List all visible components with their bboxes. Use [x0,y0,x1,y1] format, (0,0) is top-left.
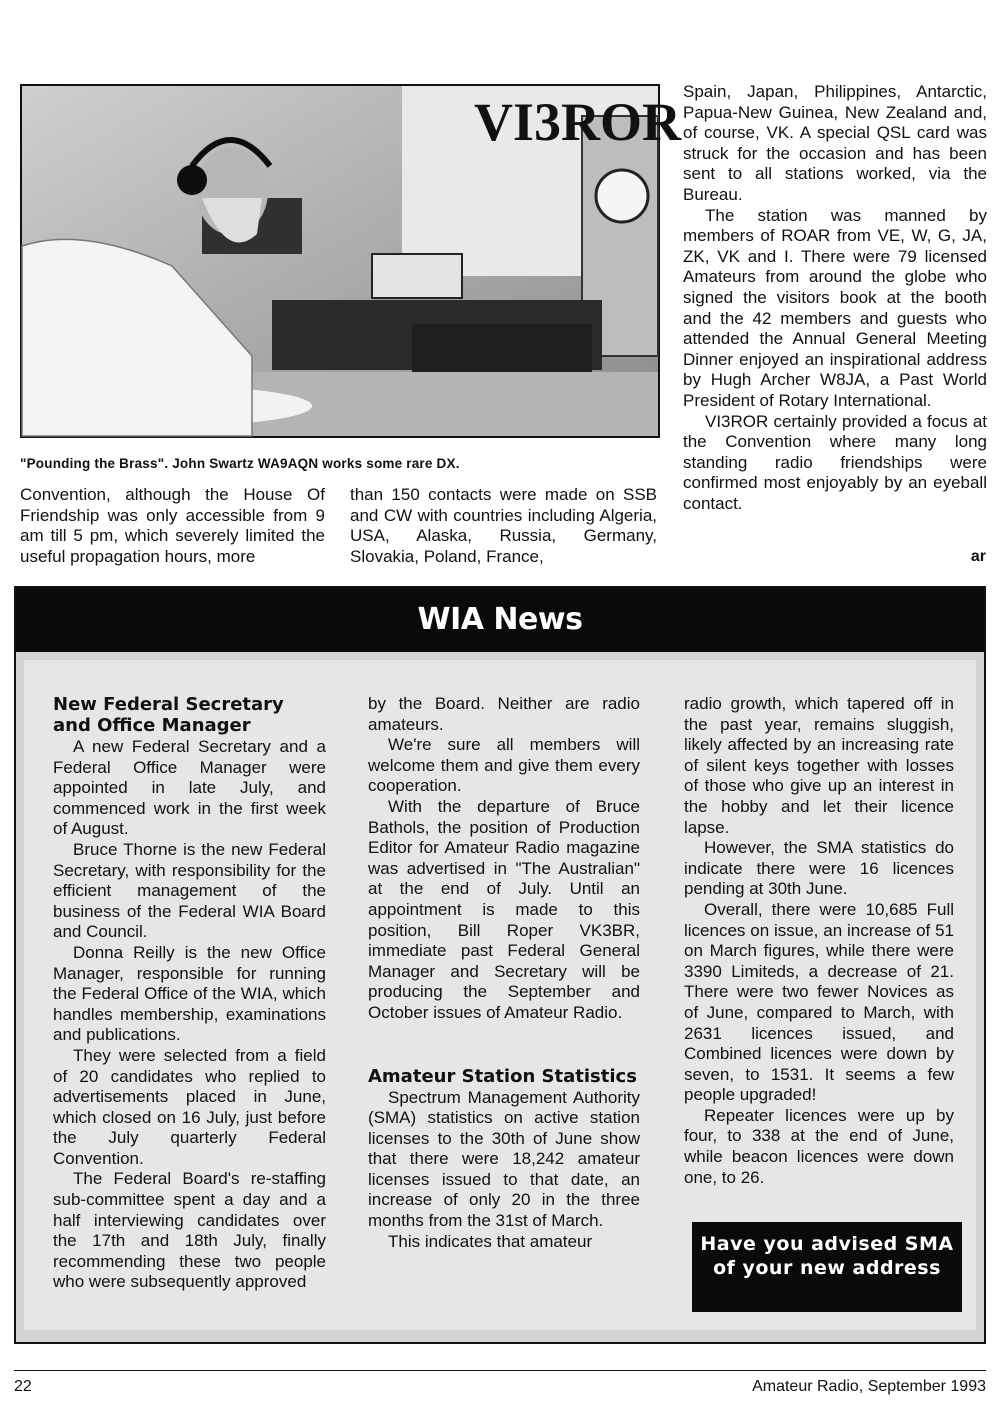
article-paragraph: than 150 contacts were made on SSB and CW with countries including Algeria, USA, Alaska, Russia, Germany, Slovakia, Poland, France, [350,485,657,566]
article-column-2 [350,485,657,567]
article-paragraph: Spain, Japan, Philippines, Antarctic, Papua-New Guinea, New Zealand and, of course, VK. A special QSL card was struck for the occasion and has been sent to all stations worked, via the Bureau. [683,82,987,204]
news-panel [24,660,976,1330]
news-paragraph: radio growth, which tapered off in the past year, remains sluggish, likely affected by an increasing rate of silent keys together with losses of those who give up an interest in the hobby and let their licence lapse. [684,694,954,837]
article-paragraph: Convention, although the House Of Friendship was only accessible from 9 am till 5 pm, which severely limited the useful propagation hours, more [20,485,325,566]
news-title: WIA News [16,588,984,652]
footer-rule [14,1370,986,1371]
photo-sign-text: VI3ROR [474,92,682,152]
news-heading: New Federal Secretary and Office Manager [53,694,284,736]
news-paragraph: by the Board. Neither are radio amateurs. [368,694,640,734]
wia-news-box [14,586,986,1344]
magazine-issue: Amateur Radio, September 1993 [752,1378,986,1395]
news-paragraph: Repeater licences were up by four, to 338 at the end of June, while beacon licences were down one, to 26. [684,1105,954,1187]
news-paragraph: However, the SMA statistics do indicate there were 16 licences pending at 30th June. [684,838,954,899]
news-heading: Amateur Station Statistics [368,1065,637,1087]
news-column-3 [684,694,954,1188]
photo-caption: "Pounding the Brass". John Swartz WA9AQN works some rare DX. [20,456,460,471]
article-column-1 [20,485,325,567]
article-signoff: ar [970,548,986,565]
page-number: 22 [14,1378,32,1395]
sma-address-callout: Have you advised SMA of your new address [692,1222,962,1312]
operator-photo [20,84,682,438]
news-paragraph: This indicates that amateur [388,1231,593,1251]
news-column-1 [53,694,326,1293]
news-paragraph: Bruce Thorne is the new Federal Secretary, with responsibility for the efficient management of the business of the Federal WIA Board and Council. [53,839,326,942]
article-column-3 [683,82,987,514]
news-paragraph: A new Federal Secretary and a Federal Office Manager were appointed in late July, and commenced work in the first week of August. [53,737,326,839]
news-paragraph: We're sure all members will welcome them and give them every cooperation. [368,735,640,796]
news-paragraph: Spectrum Management Authority (SMA) statistics on active station licenses to the 30th of June show that there were 18,242 amateur licenses issued to that date, an increase of only 20 in the three months from the 31st of March. [368,1087,640,1231]
news-paragraph: Overall, there were 10,685 Full licences on issue, an increase of 51 on March figures, while there were 3390 Limiteds, a decrease of 21. There were two fewer Novices as of June, compared to March, with 2631 licences issued, and Combined licences were down by seven, to 1531. It seems a few people upgraded! [684,899,954,1105]
news-column-2 [368,694,640,1252]
article-paragraph: VI3ROR certainly provided a focus at the Convention where many long standing radio friendships were confirmed most enjoyably by an eyeball contact. [683,411,987,513]
article-paragraph: The station was manned by members of ROAR from VE, W, G, JA, ZK, VK and I. There were 79 licensed Amateurs from around the globe who signed the visitors book at the booth and the 42 members and guests who attended the Annual General Meeting Dinner enjoyed an inspirational address by Hugh Archer W8JA, a Past World President of Rotary International. [683,205,987,410]
news-paragraph: With the departure of Bruce Bathols, the position of Production Editor for Amateur Radio magazine was advertised in "The Australian" at the end of July. Until an appointment is made to this position, Bill Roper VK3BR, immediate past Federal General Manager and Secretary will be producing the September and October issues of Amateur Radio. [368,796,640,1022]
photo-illustration [22,86,682,436]
news-paragraph: The Federal Board's re-staffing sub-committee spent a day and a half interviewing candidates over the 17th and 18th July, finally recommending these two people who were subsequently approved [53,1169,326,1292]
news-paragraph: Donna Reilly is the new Office Manager, responsible for running the Federal Office of the WIA, which handles membership, examinations and publications. [53,942,326,1045]
news-paragraph: They were selected from a field of 20 candidates who replied to advertisements placed in June, which closed on 16 July, just before the July quarterly Federal Convention. [53,1045,326,1168]
